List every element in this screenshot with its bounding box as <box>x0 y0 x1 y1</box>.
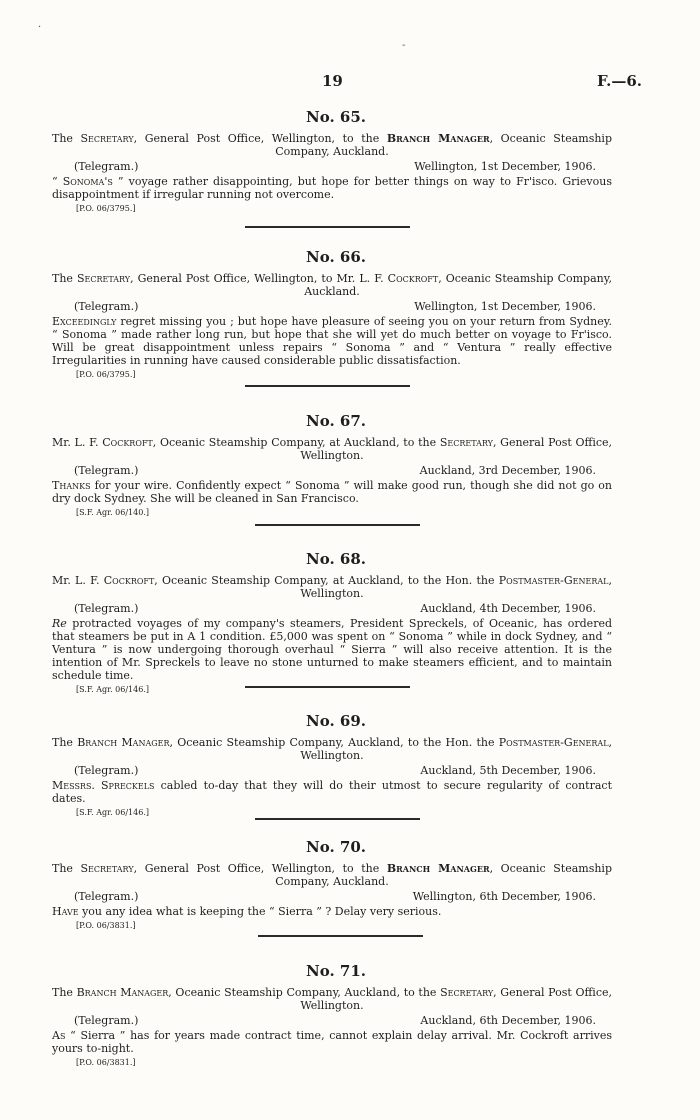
parliamentary-paper-reference: F.—6. <box>596 72 642 90</box>
separator-rule <box>258 935 423 937</box>
entry-number: No. 65. <box>306 108 366 126</box>
entry-70 <box>52 838 612 930</box>
separator-rule <box>255 818 420 820</box>
separator-rule <box>245 226 410 228</box>
telegram-label: (Telegram.) <box>74 1014 139 1027</box>
entry-66 <box>52 248 612 379</box>
telegram-line <box>52 1014 612 1028</box>
telegram-label: (Telegram.) <box>74 464 139 477</box>
telegram-line <box>52 160 612 174</box>
telegram-label: (Telegram.) <box>74 602 139 615</box>
telegram-dateline: Auckland, 6th December, 1906. <box>420 1014 596 1027</box>
entry-number: No. 66. <box>306 248 366 266</box>
telegram-body: Messrs. Spreckels cabled to-day that they will do their utmost to secure regularity of contract dates. <box>52 779 613 805</box>
file-reference: [P.O. 06/3795.] <box>76 204 136 213</box>
separator-rule <box>245 686 410 688</box>
separator-rule <box>245 385 410 387</box>
file-reference: [P.O. 06/3795.] <box>76 370 136 379</box>
telegram-dateline: Auckland, 4th December, 1906. <box>420 602 596 615</box>
entry-address: The Secretary, General Post Office, Wellington, to the Branch Manager, Oceanic Steamship Company, Auckland. <box>52 862 612 888</box>
file-reference: [S.F. Agr. 06/146.] <box>76 685 149 694</box>
telegram-dateline: Auckland, 5th December, 1906. <box>420 764 596 777</box>
entry-number: No. 69. <box>306 712 366 730</box>
entry-67 <box>52 412 612 517</box>
page-header <box>0 72 700 92</box>
telegram-body: As “ Sierra ” has for years made contract time, cannot explain delay arrival. Mr. Cockroft arrives yours to-night. <box>52 1029 612 1055</box>
entry-number: No. 67. <box>306 412 366 430</box>
telegram-body: Exceedingly regret missing you ; but hope have pleasure of seeing you on your return from Sydney. “ Sonoma ” made rather long run, but hope that she will yet do much better on voyage to Fr'isco. Will be great disappointment unless repairs “ Sonoma ” and “ Ventura ” really effective Irregularities in running have caused considerable public dissatisfaction. <box>52 315 612 367</box>
entry-address: Mr. L. F. Cockroft, Oceanic Steamship Company, at Auckland, to the Hon. the Postmaster-General, Wellington. <box>52 574 612 600</box>
telegram-body: Re protracted voyages of my company's steamers, President Spreckels, of Oceanic, has ordered that steamers be put in A 1 condition. £5,000 was spent on “ Sonoma ” while in dock Sydney, and “ Ventura ” is now undergoing thorough overhaul “ Sierra ” will also receive attention. It is the intention of Mr. Spreckels to leave no stone unturned to make steamers efficient, and to maintain schedule time. <box>52 617 612 682</box>
telegram-line <box>52 464 612 478</box>
page-number: 19 <box>322 72 343 90</box>
entry-address: The Secretary, General Post Office, Wellington, to the Branch Manager, Oceanic Steamship Company, Auckland. <box>52 132 612 158</box>
entry-69 <box>52 712 612 817</box>
file-reference: [P.O. 06/3831.] <box>76 1058 136 1067</box>
telegram-label: (Telegram.) <box>74 890 139 903</box>
telegram-dateline: Wellington, 1st December, 1906. <box>414 160 596 173</box>
scan-speck: · <box>38 22 42 33</box>
telegram-label: (Telegram.) <box>74 764 139 777</box>
entry-number: No. 68. <box>306 550 366 568</box>
file-reference: [S.F. Agr. 06/140.] <box>76 508 149 517</box>
entry-address: Mr. L. F. Cockroft, Oceanic Steamship Company, at Auckland, to the Secretary, General Post Office, Wellington. <box>52 436 613 462</box>
telegram-line <box>52 764 612 778</box>
entry-address: The Branch Manager, Oceanic Steamship Company, Auckland, to the Secretary, General Post Office, Wellington. <box>52 986 612 1012</box>
entry-65 <box>52 108 612 213</box>
telegram-body: Thanks for your wire. Confidently expect “ Sonoma ” will make good run, though she did not go on dry dock Sydney. She will be cleaned in San Francisco. <box>52 479 612 505</box>
scan-speck: - <box>402 40 406 51</box>
telegram-line <box>52 890 612 904</box>
telegram-dateline: Wellington, 1st December, 1906. <box>414 300 596 313</box>
entry-number: No. 71. <box>306 962 366 980</box>
telegram-label: (Telegram.) <box>74 160 139 173</box>
entry-71 <box>52 962 612 1067</box>
telegram-line <box>52 300 612 314</box>
telegram-body: “ Sonoma's ” voyage rather disappointing, but hope for better things on way to Fr'isco. Grievous disappointment if irregular running not overcome. <box>52 175 612 201</box>
entry-address: The Secretary, General Post Office, Wellington, to Mr. L. F. Cockroft, Oceanic Steamship Company, Auckland. <box>52 272 612 298</box>
entry-number: No. 70. <box>306 838 366 856</box>
entry-address: The Branch Manager, Oceanic Steamship Company, Auckland, to the Hon. the Postmaster-General, Wellington. <box>52 736 613 762</box>
separator-rule <box>255 524 420 526</box>
telegram-dateline: Auckland, 3rd December, 1906. <box>419 464 596 477</box>
entry-68 <box>52 550 612 694</box>
telegram-line <box>52 602 612 616</box>
file-reference: [S.F. Agr. 06/146.] <box>76 808 149 817</box>
telegram-dateline: Wellington, 6th December, 1906. <box>412 890 596 903</box>
telegram-label: (Telegram.) <box>74 300 139 313</box>
file-reference: [P.O. 06/3831.] <box>76 921 136 930</box>
telegram-body: Have you any idea what is keeping the “ Sierra ” ? Delay very serious. <box>52 905 442 918</box>
